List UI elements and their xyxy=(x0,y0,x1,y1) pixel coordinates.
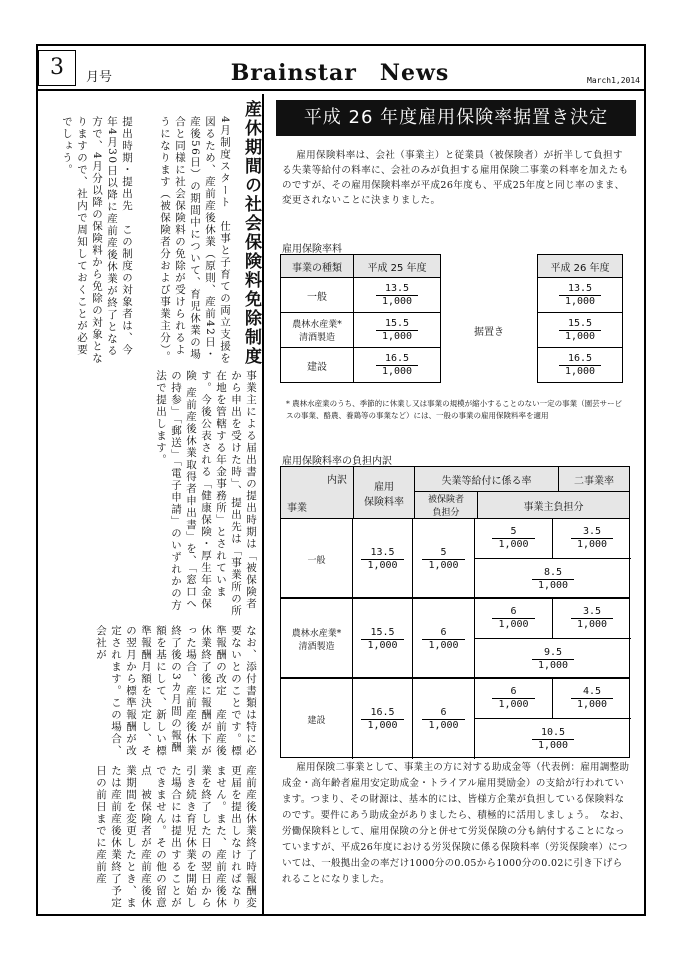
th-employer: 事業主負担分 xyxy=(478,492,630,519)
rate-h26-construction: $\frac{16.5}{1,000}$ xyxy=(559,353,601,378)
burden-employer: $\frac{6}{1,000}$ xyxy=(475,599,553,639)
burden-rate: $\frac{15.5}{1,000}$ xyxy=(353,599,413,679)
burden-rate: $\frac{16.5}{1,000}$ xyxy=(353,679,413,759)
burden-row-name: 建設 xyxy=(281,679,353,759)
gap-cell xyxy=(441,255,538,278)
burden-employer-total: $\frac{10.5}{1,000}$ xyxy=(475,719,631,759)
article-col1: 4月制度スタート 仕事と子育ての両立支援を図るため、産前産後休業（原則、産前42日・産後56日）の期間中について、育児休業の場合と同様に社会保険料の免除が受けられるようになります（被保険者分および事業主分）。 xyxy=(159,116,231,365)
burden-insured: $\frac{6}{1,000}$ xyxy=(413,599,475,679)
row-construction: 建設 xyxy=(281,348,354,383)
th-h26: 平成 26 年度 xyxy=(538,255,623,278)
burden-row xyxy=(280,518,630,598)
rate-table xyxy=(280,254,623,383)
header-divider xyxy=(36,89,646,91)
th-corner xyxy=(281,467,354,519)
burden-employer-block xyxy=(475,599,631,679)
burden-insured: $\frac{5}{1,000}$ xyxy=(413,519,475,599)
th-breakdown: 内訳 xyxy=(327,475,347,486)
rate-h26-agri: $\frac{15.5}{1,000}$ xyxy=(559,318,601,343)
th-business: 事業 xyxy=(287,503,307,514)
burden-rate: $\frac{13.5}{1,000}$ xyxy=(353,519,413,599)
article-col4: なお、添付書類は特に必要ないとのことです。標準報酬の改定 産前産後休業終了後に報酬が下がった場合、産前産後休業終了後の3カ月間の報酬額を基にして、新しい標準報酬月額を決定し、その翌月から標準報酬が改定されます。この場合、会社が xyxy=(95,625,257,757)
row-general: 一般 xyxy=(281,278,354,313)
month-number: 3 xyxy=(38,50,76,86)
burden-employer-block xyxy=(475,679,631,759)
article-heading: 産休期間の社会保険料免除制度 xyxy=(241,100,261,366)
burden-row-name: 一般 xyxy=(281,519,353,599)
table2-label: 雇用保険料率の負担内訳 xyxy=(282,456,392,467)
burden-employer-total: $\frac{9.5}{1,000}$ xyxy=(475,639,631,679)
th-rate: 雇用 保険料率 xyxy=(354,467,415,519)
agri-note: * 農林水産業のうち、季節的に休業し又は事業の規模が縮小することのない一定の事業（園芸サービスの事業、酪農、養鶏等の事業など）には、一般の事業の雇用保険料率を適用 xyxy=(286,399,623,420)
burden-employer-total: $\frac{8.5}{1,000}$ xyxy=(475,559,631,599)
burden-employer: $\frac{5}{1,000}$ xyxy=(475,519,553,559)
burden-two-programs: $\frac{3.5}{1,000}$ xyxy=(553,599,631,639)
article-col2: 提出時期・提出先 この制度の対象者は、今年4月30日以降に産前産後休業が終了となる方で、4月分以降の保険料から免除の対象となりますので、社内で周知しておくことが必要でしょう。 xyxy=(61,116,133,365)
column-divider xyxy=(262,94,264,914)
burden-table xyxy=(280,466,630,519)
burden-two-programs: $\frac{3.5}{1,000}$ xyxy=(553,519,631,559)
article-col5: 産前産後休業終了時報酬変更届を提出しなければなりません。また、産前産後休業を終了した日の翌日から引き続き育児休業を開始した場合には提出することができません。その他の留意点 被保険者が産前産後休業期間を変更したとき、または産前産後休業終了予定日の前日までに産前産 xyxy=(95,765,257,909)
rate-h25-agri: $\frac{15.5}{1,000}$ xyxy=(376,318,418,343)
burden-row xyxy=(280,598,630,678)
th-h25: 平成 25 年度 xyxy=(354,255,441,278)
th-unemployment: 失業等給付に係る率 xyxy=(415,467,559,492)
intro-paragraph: 雇用保険料率は、会社（事業主）と従業員（被保険者）が折半して負担する失業等給付の料率に、会社のみが負担する雇用保険二事業の料率を加えたものですが、その雇用保険料率が平成26年度も、平成25年度と同じ率のまま、変更されないことに決まりました。 xyxy=(282,150,629,206)
burden-two-programs: $\frac{4.5}{1,000}$ xyxy=(553,679,631,719)
row-agri: 農林水産業* 清酒製造 xyxy=(281,313,354,348)
th-two-programs: 二事業率 xyxy=(559,467,630,492)
unchanged-label: 据置き xyxy=(441,278,538,383)
maternity-article xyxy=(40,100,261,910)
rate-h26-general: $\frac{13.5}{1,000}$ xyxy=(559,283,601,308)
month-label: 月号 xyxy=(86,70,113,85)
closing-paragraph: 雇用保険二事業として、事業主の方に対する助成金等（代表例：雇用調整助成金・高年齢者雇用安定助成金・トライアル雇用奨励金）の支給が行われています。つまり、その財源は、基本的には、皆様方企業が負担している保険料なのです。要件にあう助成金がありましたら、積極的に活用しましょう。 なお、労働保険料として、雇用保険の分と併せて労災保険の分も納付することになっていますが、平成26年度における労災保険に係る保険料率（労災保険率）については、一般拠出金の率だけ1000分の0.05から1000分の0.02に引き下げられることになりました。 xyxy=(282,762,630,885)
article-col3: 事業主による届出書の提出時期は「被保険者から申出を受けた時」、提出先は「事業所の所在地を管轄する年金事務所」とされています。今後公表される「健康保険・厚生年金保険 産前産後休業取得者申出書」を、「窓口への持参」「郵送」「電子申請」のいずれかの方法で提出します。 xyxy=(155,370,257,617)
burden-row-name: 農林水産業* 清酒製造 xyxy=(281,599,353,679)
th-type: 事業の種類 xyxy=(281,255,354,278)
burden-row xyxy=(280,678,630,758)
table1-label: 雇用保険率料 xyxy=(282,244,342,255)
issue-date: March1,2014 xyxy=(587,76,640,85)
burden-employer: $\frac{6}{1,000}$ xyxy=(475,679,553,719)
rate-h25-general: $\frac{13.5}{1,000}$ xyxy=(376,283,418,308)
burden-insured: $\frac{6}{1,000}$ xyxy=(413,679,475,759)
th-insured: 被保険者 負担分 xyxy=(415,492,478,519)
rate-h25-construction: $\frac{16.5}{1,000}$ xyxy=(376,353,418,378)
newsletter-title: Brainstar News xyxy=(230,60,450,86)
article-banner: 平成 26 年度雇用保険率据置き決定 xyxy=(276,100,636,136)
burden-employer-block xyxy=(475,519,631,599)
